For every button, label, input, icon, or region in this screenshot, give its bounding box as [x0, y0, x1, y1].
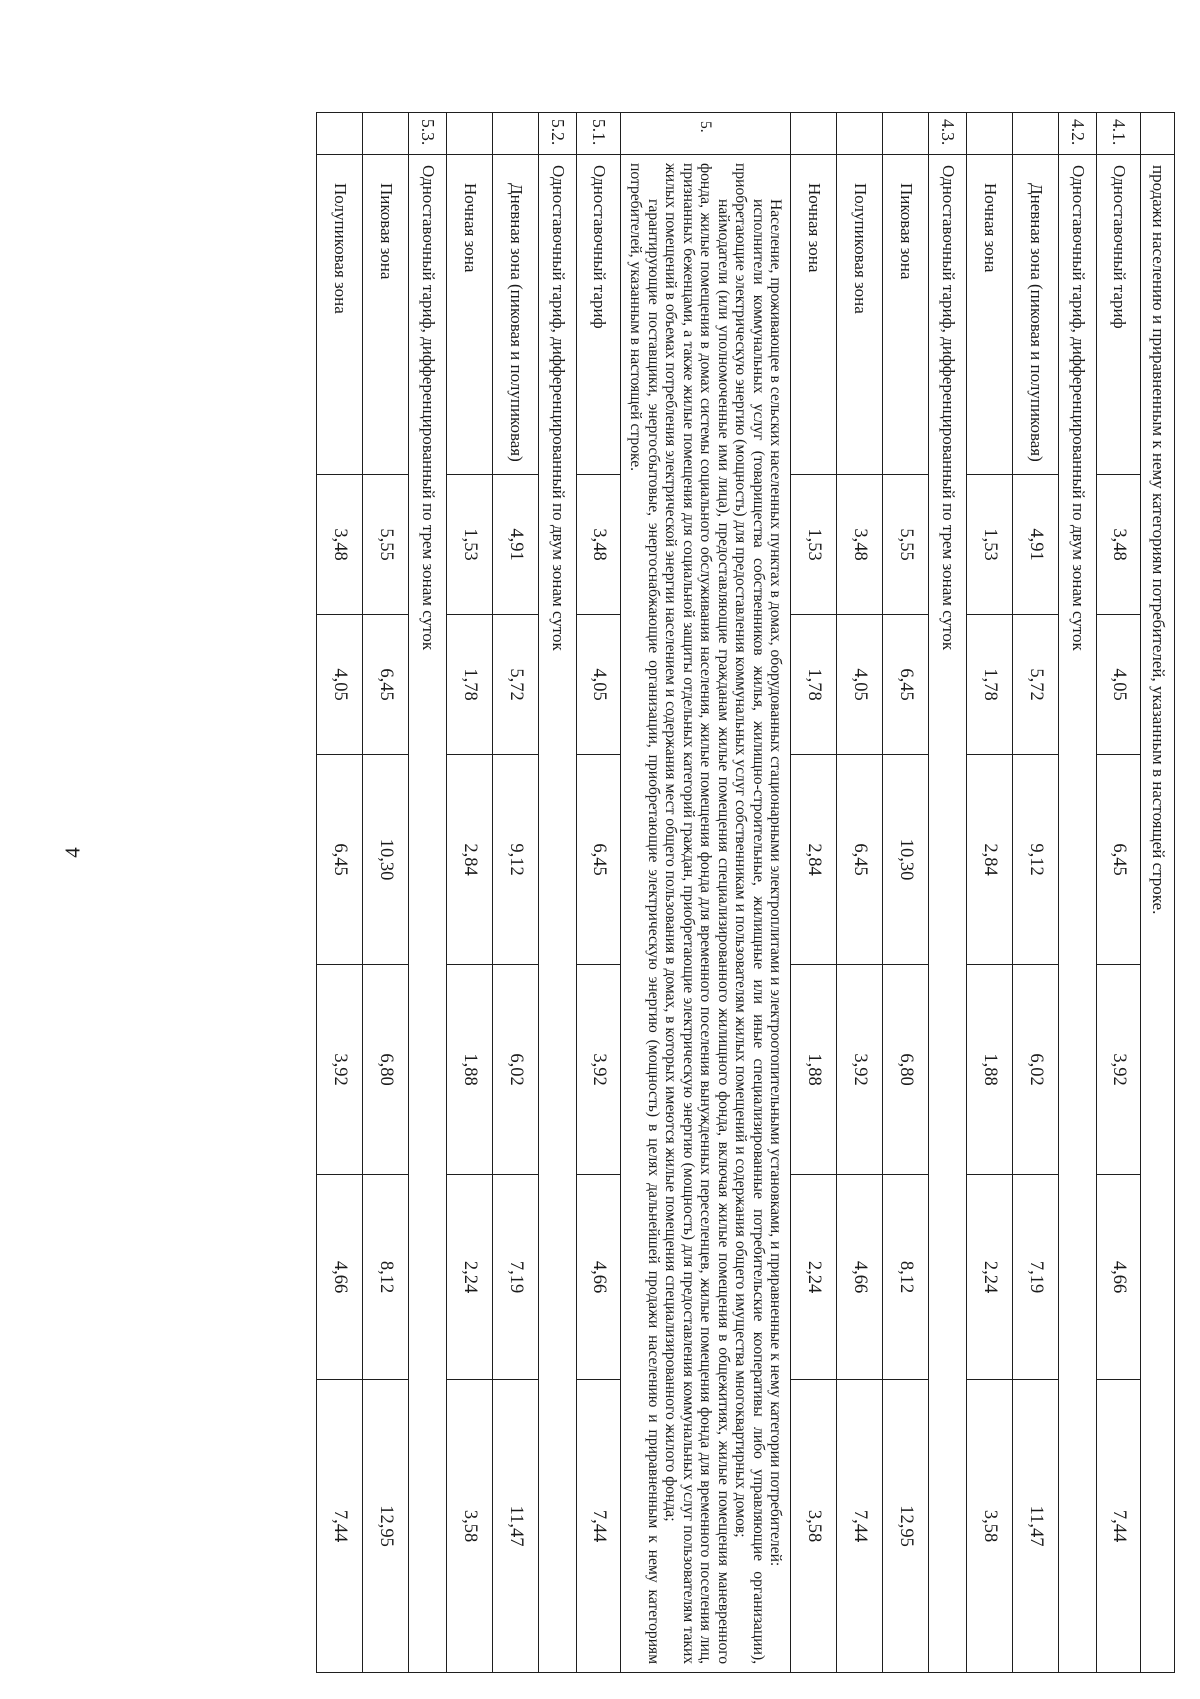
- tariff-value: 7,44: [316, 1380, 362, 1673]
- tariff-value: 11,47: [492, 1380, 538, 1673]
- table-row: [967, 113, 1013, 1673]
- page-number: 4: [60, 847, 85, 858]
- row-index: [1013, 113, 1059, 155]
- tariff-value: 1,88: [967, 965, 1013, 1175]
- row-index: [316, 113, 362, 155]
- tariff-value: 2,84: [791, 755, 837, 965]
- tariff-value: 3,58: [967, 1380, 1013, 1673]
- tariff-value: 4,66: [316, 1175, 362, 1380]
- tariff-value: 6,45: [576, 755, 620, 965]
- tariff-value: 4,05: [576, 615, 620, 755]
- row-label: Дневная зона (пиковая и полупиковая): [1013, 155, 1059, 475]
- tariff-value: 6,45: [1097, 755, 1141, 965]
- row-index: [1141, 113, 1175, 155]
- row-index: 4.2.: [1059, 113, 1097, 155]
- tariff-value: 5,55: [883, 475, 929, 615]
- row-index: [362, 113, 408, 155]
- tariff-value: 6,45: [837, 755, 883, 965]
- tariff-value: 3,48: [316, 475, 362, 615]
- row-index: 5.3.: [408, 113, 446, 155]
- table-row: [1059, 113, 1097, 1673]
- table-row: [408, 113, 446, 1673]
- tariff-value: 1,88: [446, 965, 492, 1175]
- tariff-value: 1,53: [967, 475, 1013, 615]
- tariff-value: 6,02: [1013, 965, 1059, 1175]
- tariff-value: 10,30: [362, 755, 408, 965]
- row-label: Ночная зона: [446, 155, 492, 475]
- table-row: [837, 113, 883, 1673]
- tariff-value: 1,78: [967, 615, 1013, 755]
- table-row: [1097, 113, 1141, 1673]
- tariff-value: 2,24: [791, 1175, 837, 1380]
- tariff-value: 7,44: [1097, 1380, 1141, 1673]
- row-label: Одноставочный тариф: [1097, 155, 1141, 475]
- tariff-value: 1,78: [791, 615, 837, 755]
- tariff-value: 6,45: [362, 615, 408, 755]
- section-heading: Одноставочный тариф, дифференцированный по трем зонам суток: [929, 155, 967, 1673]
- tariff-value: 3,58: [791, 1380, 837, 1673]
- row-index: [791, 113, 837, 155]
- table-row: [446, 113, 492, 1673]
- row-label: Ночная зона: [791, 155, 837, 475]
- row-index: 5.: [620, 113, 790, 155]
- tariff-value: 4,66: [1097, 1175, 1141, 1380]
- tariff-value: 6,02: [492, 965, 538, 1175]
- tariff-table-rotated: [316, 112, 1175, 1672]
- tariff-value: 5,72: [492, 615, 538, 755]
- tariff-value: 12,95: [362, 1380, 408, 1673]
- row-index: 5.2.: [538, 113, 576, 155]
- tariff-value: 9,12: [492, 755, 538, 965]
- section-heading: Одноставочный тариф, дифференцированный по трем зонам суток: [408, 155, 446, 1673]
- tariff-value: 2,24: [446, 1175, 492, 1380]
- table-row: [791, 113, 837, 1673]
- row-label: Одноставочный тариф: [576, 155, 620, 475]
- tariff-value: 2,84: [967, 755, 1013, 965]
- row-index: 4.3.: [929, 113, 967, 155]
- tariff-value: 1,53: [791, 475, 837, 615]
- description-paragraph: наймодатели (или уполномоченные ими лица), предоставляющие гражданам жилые помещения специализированного жилищного фонда, включая жилые помещения в общежитиях, жилые помещения маневренного фонда, жилые помещения в домах системы социального обслуживания населения, жилые помещения фонда для временного поселения вынужденных переселенцев, жилые помещения фонда для временного поселения лиц, признанных беженцами, а также жилые помещения для социальной защиты отдельных категорий граждан, приобретающие электрическую энергию (мощность) для предоставления коммунальных услуг пользователям таких жилых помещений в объемах потребления электрической энергии населением и содержания мест общего пользования в домах, в которых имеются жилые помещения специализированного жилого фонда;: [662, 163, 732, 1665]
- row-label: Пиковая зона: [883, 155, 929, 475]
- tariff-value: 6,80: [883, 965, 929, 1175]
- tariff-value: 2,84: [446, 755, 492, 965]
- table-row-description: [620, 113, 790, 1673]
- tariff-table: [316, 112, 1175, 1673]
- tariff-value: 4,66: [837, 1175, 883, 1380]
- row-label: Ночная зона: [967, 155, 1013, 475]
- tariff-value: 3,92: [1097, 965, 1141, 1175]
- tariff-value: 6,45: [316, 755, 362, 965]
- category-description: [620, 155, 790, 1673]
- tariff-value: 4,05: [316, 615, 362, 755]
- section-heading: Одноставочный тариф, дифференцированный по двум зонам суток: [538, 155, 576, 1673]
- tariff-value: 3,48: [1097, 475, 1141, 615]
- row-label: Полупиковая зона: [837, 155, 883, 475]
- tariff-value: 6,45: [883, 615, 929, 755]
- tariff-value: 6,80: [362, 965, 408, 1175]
- table-row: [883, 113, 929, 1673]
- table-row: [929, 113, 967, 1673]
- tariff-value: 4,05: [837, 615, 883, 755]
- tariff-value: 9,12: [1013, 755, 1059, 965]
- table-row: [576, 113, 620, 1673]
- tariff-value: 3,92: [316, 965, 362, 1175]
- tariff-value: 3,92: [576, 965, 620, 1175]
- row-index: [837, 113, 883, 155]
- description-paragraph: исполнители коммунальных услуг (товарищества собственников жилья, жилищно-строительные, жилищные или иные специализированные потребительские кооперативы либо управляющие организации), приобретающие электрическую энергию (мощность) для предоставления коммунальных услуг собственникам и пользователям жилых помещений и содержания общего имущества многоквартирных домов;: [732, 163, 767, 1665]
- row-index: 4.1.: [1097, 113, 1141, 155]
- row-index: 5.1.: [576, 113, 620, 155]
- table-row: [1013, 113, 1059, 1673]
- tariff-value: 8,12: [883, 1175, 929, 1380]
- tariff-value: 11,47: [1013, 1380, 1059, 1673]
- tariff-value: 4,91: [1013, 475, 1059, 615]
- tariff-value: 1,78: [446, 615, 492, 755]
- description-paragraph: гарантирующие поставщики, энергосбытовые, энергоснабжающие организации, приобретающие электрическую энергию (мощность) в целях дальнейшей продажи населению и приравненным к нему категориям потребителей, указанным в настоящей строке.: [627, 163, 662, 1665]
- tariff-value: 5,72: [1013, 615, 1059, 755]
- tariff-value: 5,55: [362, 475, 408, 615]
- tariff-value: 2,24: [967, 1175, 1013, 1380]
- table-row: [492, 113, 538, 1673]
- tariff-value: 7,44: [576, 1380, 620, 1673]
- tariff-value: 1,88: [791, 965, 837, 1175]
- row-index: [967, 113, 1013, 155]
- tariff-value: 7,44: [837, 1380, 883, 1673]
- description-paragraph: Население, проживающее в сельских населенных пунктах в домах, оборудованных стационарными электроплитами и электроотопительными установками, и приравненные к нему категории потребителей:: [767, 199, 784, 1567]
- tariff-value: 1,53: [446, 475, 492, 615]
- tariff-value: 8,12: [362, 1175, 408, 1380]
- continued-text: продажи населению и приравненным к нему категориям потребителей, указанным в настоящей строке.: [1141, 155, 1175, 1673]
- table-row: [1141, 113, 1175, 1673]
- tariff-value: 3,92: [837, 965, 883, 1175]
- tariff-value: 10,30: [883, 755, 929, 965]
- tariff-value: 4,05: [1097, 615, 1141, 755]
- row-label: Дневная зона (пиковая и полупиковая): [492, 155, 538, 475]
- table-row: [362, 113, 408, 1673]
- section-heading: Одноставочный тариф, дифференцированный по двум зонам суток: [1059, 155, 1097, 1673]
- row-index: [883, 113, 929, 155]
- tariff-table-body: [316, 113, 1174, 1673]
- tariff-value: 12,95: [883, 1380, 929, 1673]
- table-row: [316, 113, 362, 1673]
- tariff-value: 4,66: [576, 1175, 620, 1380]
- tariff-value: 4,91: [492, 475, 538, 615]
- row-index: [446, 113, 492, 155]
- row-index: [492, 113, 538, 155]
- tariff-value: 3,48: [837, 475, 883, 615]
- table-row: [538, 113, 576, 1673]
- tariff-value: 7,19: [1013, 1175, 1059, 1380]
- row-label: Полупиковая зона: [316, 155, 362, 475]
- row-label: Пиковая зона: [362, 155, 408, 475]
- tariff-value: 3,58: [446, 1380, 492, 1673]
- tariff-value: 3,48: [576, 475, 620, 615]
- tariff-value: 7,19: [492, 1175, 538, 1380]
